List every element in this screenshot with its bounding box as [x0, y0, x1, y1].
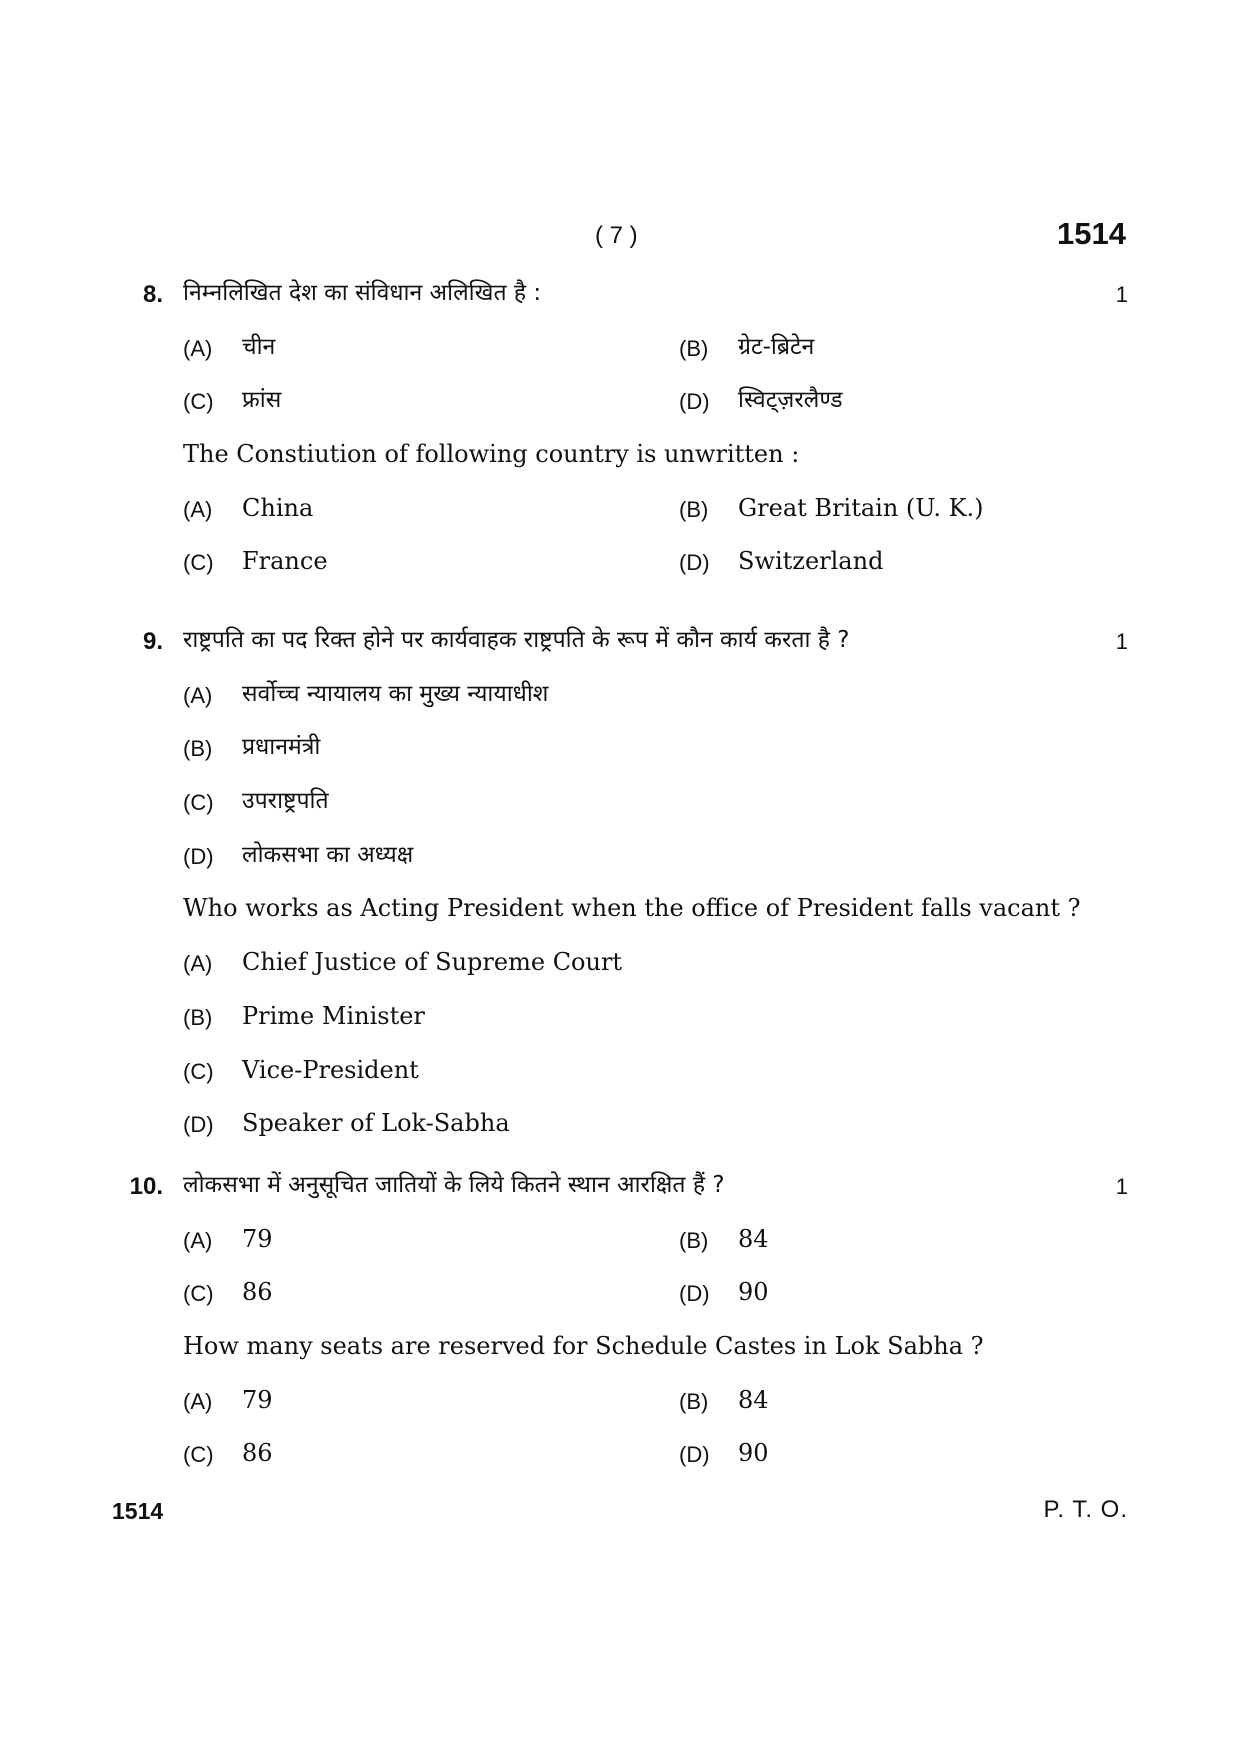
question-stem-hindi	[0, 1164, 1240, 1218]
option-row	[0, 1379, 1240, 1433]
option-label: (B)	[679, 1388, 709, 1414]
option-label: (C)	[183, 1442, 214, 1468]
paper-code-footer: 1514	[112, 1498, 164, 1524]
option-row	[0, 941, 1240, 995]
question-stem-english	[0, 887, 1240, 941]
option-label: (D)	[679, 389, 710, 415]
question-stem-english	[0, 433, 1240, 487]
please-turn-over: P. T. O.	[1043, 1496, 1128, 1523]
option-label: (B)	[679, 1227, 709, 1253]
question-stem-hindi	[0, 272, 1240, 326]
option-text: 84	[738, 1385, 769, 1414]
option-text: Speaker of Lok-Sabha	[242, 1109, 510, 1138]
option-row	[0, 540, 1240, 594]
option-label: (D)	[679, 550, 710, 576]
option-text: Prime Minister	[242, 1001, 425, 1030]
option-text: स्विट्ज़रलैण्ड	[738, 387, 843, 414]
option-text: 84	[738, 1224, 769, 1253]
option-row	[0, 995, 1240, 1049]
option-label: (B)	[679, 496, 709, 522]
option-row	[0, 834, 1240, 888]
question-text-english: The Constiution of following country is unwritten :	[183, 440, 800, 469]
question-9	[0, 619, 1240, 1156]
option-label: (A)	[183, 1227, 213, 1253]
question-number: 10.	[129, 1173, 163, 1200]
option-text: 79	[242, 1224, 273, 1253]
option-text: France	[242, 547, 328, 576]
question-marks: 1	[1115, 282, 1128, 307]
question-marks: 1	[1115, 1174, 1128, 1199]
option-label: (C)	[183, 550, 214, 576]
option-label: (C)	[183, 1281, 214, 1307]
question-text-hindi: निम्नलिखित देश का संविधान अलिखित है :	[183, 280, 542, 306]
option-text: Vice-President	[242, 1055, 419, 1084]
question-text-hindi: राष्ट्रपति का पद रिक्त होने पर कार्यवाहक राष्ट्रपति के रूप में कौन कार्य करता है ?	[183, 627, 850, 653]
option-text: Great Britain (U. K.)	[738, 493, 984, 522]
option-label: (C)	[183, 1058, 214, 1084]
option-text: Chief Justice of Supreme Court	[242, 948, 623, 977]
option-label: (A)	[183, 335, 213, 361]
option-row	[0, 780, 1240, 834]
option-row	[0, 1049, 1240, 1103]
option-text: ग्रेट-ब्रिटेन	[738, 333, 815, 360]
option-text: उपराष्ट्रपति	[242, 788, 329, 815]
option-label: (A)	[183, 951, 213, 977]
question-10	[0, 1164, 1240, 1486]
option-label: (A)	[183, 682, 213, 708]
option-label: (A)	[183, 1388, 213, 1414]
option-row	[0, 673, 1240, 727]
option-label: (C)	[183, 790, 214, 816]
option-row	[0, 1102, 1240, 1156]
option-label: (B)	[183, 736, 213, 762]
option-text: सर्वोच्च न्यायालय का मुख्य न्यायाधीश	[242, 680, 549, 707]
option-text: Switzerland	[738, 547, 884, 576]
option-text: 86	[242, 1439, 273, 1468]
option-text: 79	[242, 1385, 273, 1414]
question-stem-english	[0, 1325, 1240, 1379]
option-label: (B)	[183, 1004, 213, 1030]
question-text-english: Who works as Acting President when the office of President falls vacant ?	[183, 894, 1081, 923]
option-row	[0, 379, 1240, 433]
question-number: 9.	[142, 628, 163, 655]
option-text: China	[242, 493, 314, 522]
option-text: 90	[738, 1439, 769, 1468]
option-row	[0, 1432, 1240, 1486]
option-row	[0, 1218, 1240, 1272]
option-text: प्रधानमंत्री	[242, 734, 321, 761]
option-text: लोकसभा का अध्यक्ष	[242, 841, 414, 868]
option-text: 86	[242, 1278, 273, 1307]
option-label: (D)	[183, 843, 214, 869]
question-marks: 1	[1115, 629, 1128, 654]
option-row	[0, 726, 1240, 780]
question-8	[0, 272, 1240, 594]
page-number: ( 7 )	[595, 222, 638, 249]
option-label: (B)	[679, 335, 709, 361]
option-text: फ्रांस	[242, 387, 282, 414]
question-stem-hindi	[0, 619, 1240, 673]
option-row	[0, 326, 1240, 380]
option-label: (C)	[183, 389, 214, 415]
question-text-hindi: लोकसभा में अनुसूचित जातियों के लिये कितने स्थान आरक्षित हैं ?	[183, 1172, 725, 1198]
question-number: 8.	[142, 281, 163, 308]
option-text: 90	[738, 1278, 769, 1307]
paper-code-header: 1514	[1057, 216, 1126, 251]
question-text-english: How many seats are reserved for Schedule Castes in Lok Sabha ?	[183, 1332, 984, 1361]
option-label: (D)	[183, 1112, 214, 1138]
option-row	[0, 1271, 1240, 1325]
option-text: चीन	[242, 333, 276, 360]
option-label: (A)	[183, 496, 213, 522]
option-label: (D)	[679, 1281, 710, 1307]
option-row	[0, 487, 1240, 541]
option-label: (D)	[679, 1442, 710, 1468]
